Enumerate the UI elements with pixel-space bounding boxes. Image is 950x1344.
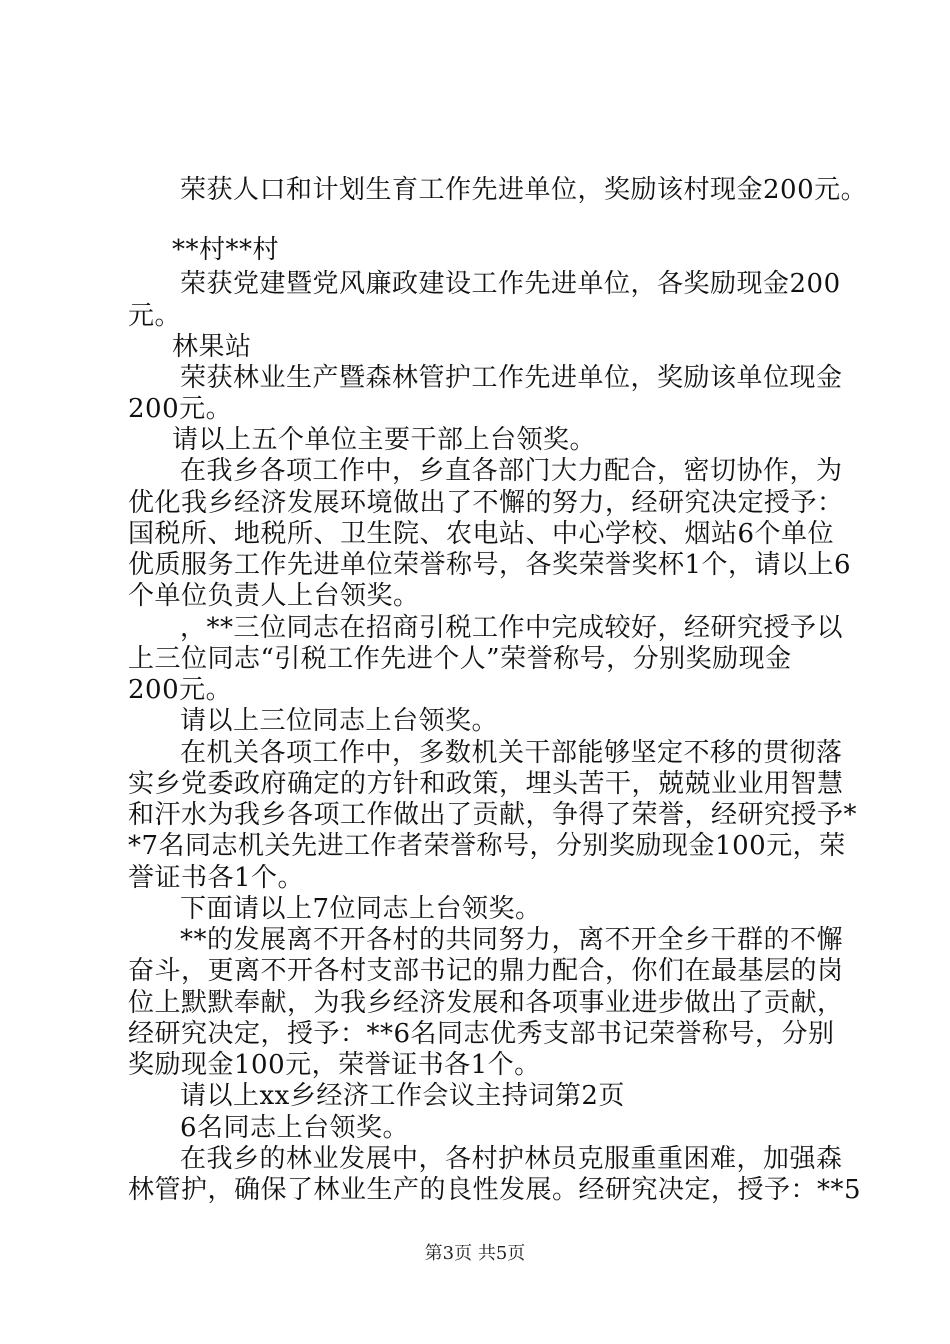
text-line: 个单位负责人上台领奖。 [128, 581, 420, 611]
text-line: 林果站 [172, 332, 252, 362]
text-line: 元。 [128, 301, 182, 331]
text-line: 请以上三位同志上台领奖。 [180, 706, 499, 736]
text-line: 在机关各项工作中，多数机关干部能够坚定不移的贯彻落 [180, 738, 843, 768]
text-line: 奖励现金100元，荣誉证书各1个。 [128, 1050, 541, 1080]
page-footer: 第3页 共5页 [424, 1243, 526, 1264]
text-line: 荣获林业生产暨森林管护工作先进单位，奖励该单位现金 [180, 363, 843, 393]
text-line: 优质服务工作先进单位荣誉称号，各奖荣誉奖杯1个，请以上6 [128, 550, 852, 580]
text-line: 200元。 [128, 394, 233, 424]
text-line: 200元。 [128, 675, 233, 705]
text-line: 荣获党建暨党风廉政建设工作先进单位，各奖励现金200 [180, 269, 841, 299]
text-line: 6名同志上台领奖。 [180, 1113, 410, 1143]
text-line: 誉证书各1个。 [128, 863, 305, 893]
text-line: **的发展离不开各村的共同努力，离不开全乡干群的不懈 [180, 925, 844, 955]
text-line: 经研究决定，授予：**6名同志优秀支部书记荣誉称号，分别 [128, 1019, 835, 1049]
text-line: 上三位同志“引税工作先进个人”荣誉称号，分别奖励现金 [128, 644, 792, 674]
text-line: 下面请以上7位同志上台领奖。 [180, 894, 542, 924]
text-line: ，**三位同志在招商引税工作中完成较好，经研究授予以 [180, 613, 844, 643]
text-line: 荣获人口和计划生育工作先进单位，奖励该村现金200元。 [180, 175, 868, 205]
text-line: 优化我乡经济发展环境做出了不懈的努力，经研究决定授予： [128, 488, 844, 518]
text-line: 和汗水为我乡各项工作做出了贡献，争得了荣誉，经研究授予* [128, 800, 858, 830]
text-line: 林管护，确保了林业生产的良性发展。经研究决定，授予：**5 [128, 1175, 862, 1205]
text-line: 在我乡各项工作中，乡直各部门大力配合，密切协作，为 [180, 456, 843, 486]
text-line: *7名同志机关先进工作者荣誉称号，分别奖励现金100元，荣 [128, 831, 846, 861]
text-line: 国税所、地税所、卫生院、农电站、中心学校、烟站6个单位 [128, 519, 835, 549]
text-line: 奋斗，更离不开各村支部书记的鼎力配合，你们在最基层的岗 [128, 956, 844, 986]
text-line: 请以上五个单位主要干部上台领奖。 [172, 425, 597, 455]
text-line: 实乡党委政府确定的方针和政策，埋头苦干，兢兢业业用智慧 [128, 769, 844, 799]
text-line: **村**村 [172, 235, 280, 265]
text-line: 位上默默奉献，为我乡经济发展和各项事业进步做出了贡献， [128, 988, 844, 1018]
text-line: 请以上xx乡经济工作会议主持词第2页 [180, 1081, 625, 1111]
text-line: 在我乡的林业发展中，各村护林员克服重重困难，加强森 [180, 1144, 843, 1174]
